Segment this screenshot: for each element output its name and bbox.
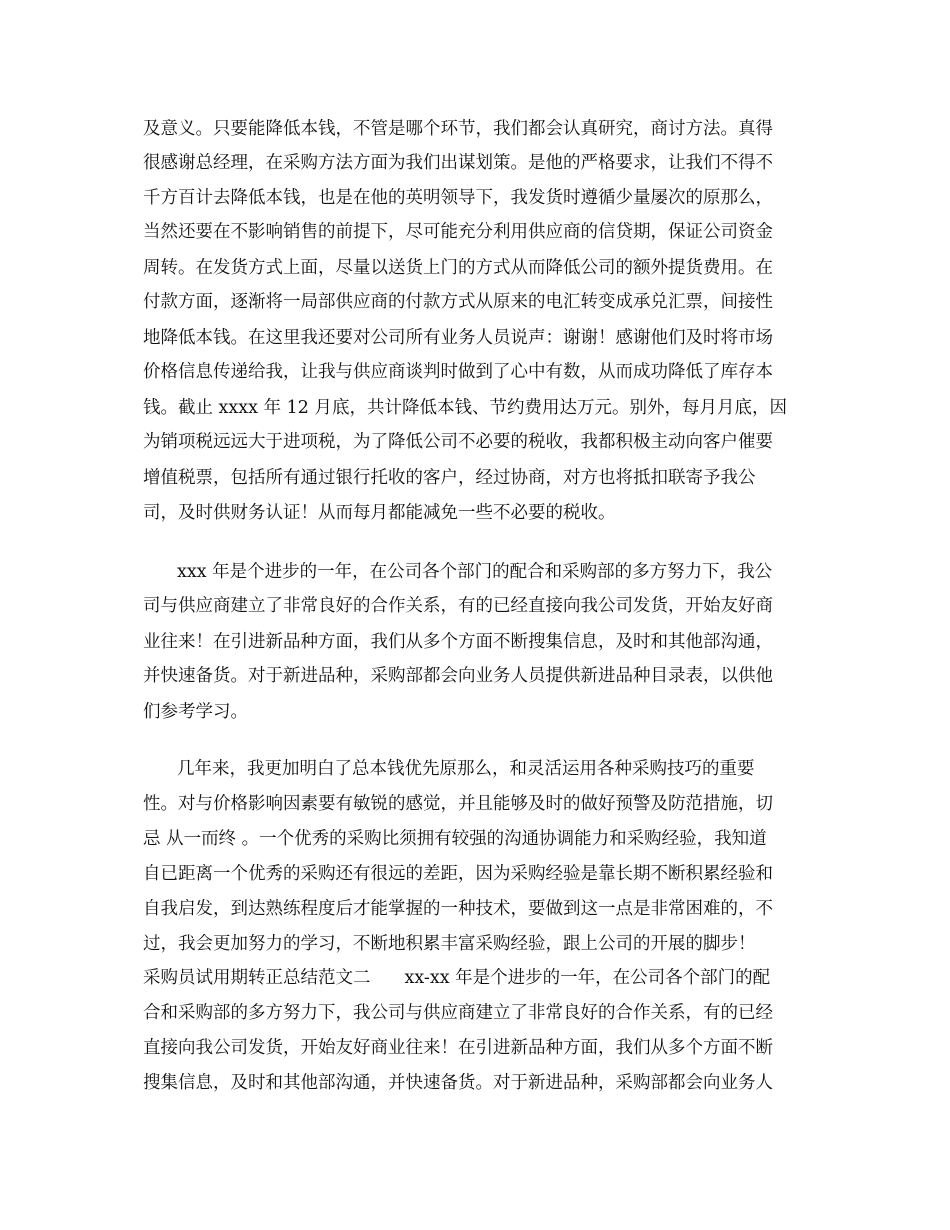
text-line: 过，我会更加努力的学习，不断地积累丰富采购经验，跟上公司的开展的脚步！ bbox=[143, 934, 756, 954]
text-line: 为销项税远远大于进项税，为了降低公司不必要的税收，我都积极主动向客户催要 bbox=[143, 432, 773, 452]
text-line: 业往来！在引进新品种方面，我们从多个方面不断搜集信息，及时和其他部沟通， bbox=[143, 632, 773, 652]
text-line: 很感谢总经理，在采购方法方面为我们出谋划策。是他的严格要求，让我们不得不 bbox=[143, 153, 773, 173]
text-line: 价格信息传递给我，让我与供应商谈判时做到了心中有数，从而成功降低了库存本 bbox=[143, 362, 773, 382]
text-line: 性。对与价格影响因素要有敏锐的感觉，并且能够及时的做好预警及防范措施，切 bbox=[143, 794, 773, 814]
text-line: 地降低本钱。在这里我还要对公司所有业务人员说声：谢谢！感谢他们及时将市场 bbox=[143, 328, 773, 348]
text-line: 直接向我公司发货，开始友好商业往来！在引进新品种方面，我们从多个方面不断 bbox=[143, 1038, 773, 1058]
paragraph-start-line: 几年来，我更加明白了总本钱优先原那么，和灵活运用各种采购技巧的重要 bbox=[177, 759, 755, 779]
text-line: 付款方面，逐渐将一局部供应商的付款方式从原来的电汇转变成承兑汇票，间接性 bbox=[143, 292, 773, 312]
text-line: 千方百计去降低本钱，也是在他的英明领导下，我发货时遵循少量屡次的原那么， bbox=[143, 188, 773, 208]
text-line: 搜集信息，及时和其他部沟通，并快速备货。对于新进品种，采购部都会向业务人 bbox=[143, 1073, 773, 1093]
text-line: 钱。截止 xxxx 年 12 月底，共计降低本钱、节约费用达万元。别外，每月月底，因 bbox=[143, 398, 787, 418]
section-first-sentence: xx-xx 年是个进步的一年，在公司各个部门的配 bbox=[404, 968, 771, 988]
text-line: 忌 从一而终 。一个优秀的采购比须拥有较强的沟通协调能力和采购经验，我知道 bbox=[143, 829, 767, 849]
text-line: 增值税票，包括所有通过银行托收的客户，经过协商，对方也将抵扣联寄予我公 bbox=[143, 468, 756, 488]
text-line: 并快速备货。对于新进品种，采购部都会向业务人员提供新进品种目录表，以供他 bbox=[143, 666, 773, 686]
paragraph-start-line: xxx 年是个进步的一年，在公司各个部门的配合和采购部的多方努力下，我公 bbox=[177, 562, 773, 582]
text-line: 周转。在发货方式上面，尽量以送货上门的方式从而降低公司的额外提货费用。在 bbox=[143, 258, 773, 278]
text-line: 自我启发，到达熟练程度后才能掌握的一种技术，要做到这一点是非常困难的，不 bbox=[143, 899, 773, 919]
text-line: 们参考学习。 bbox=[143, 702, 248, 722]
text-line: 及意义。只要能降低本钱，不管是哪个环节，我们都会认真研究，商讨方法。真得 bbox=[143, 119, 773, 139]
text-line: 自已距离一个优秀的采购还有很远的差距，因为采购经验是靠长期不断积累经验和 bbox=[143, 864, 773, 884]
section-title: 采购员试用期转正总结范文二 bbox=[143, 968, 371, 988]
text-line: 司，及时供财务认证！从而每月都能减免一些不必要的税收。 bbox=[143, 503, 616, 523]
section-heading-line bbox=[143, 966, 770, 990]
text-line: 司与供应商建立了非常良好的合作关系，有的已经直接向我公司发货，开始友好商 bbox=[143, 596, 773, 616]
text-line: 当然还要在不影响销售的前提下，尽可能充分利用供应商的信贷期，保证公司资金 bbox=[143, 222, 773, 242]
text-line: 合和采购部的多方努力下，我公司与供应商建立了非常良好的合作关系，有的已经 bbox=[143, 1003, 773, 1023]
